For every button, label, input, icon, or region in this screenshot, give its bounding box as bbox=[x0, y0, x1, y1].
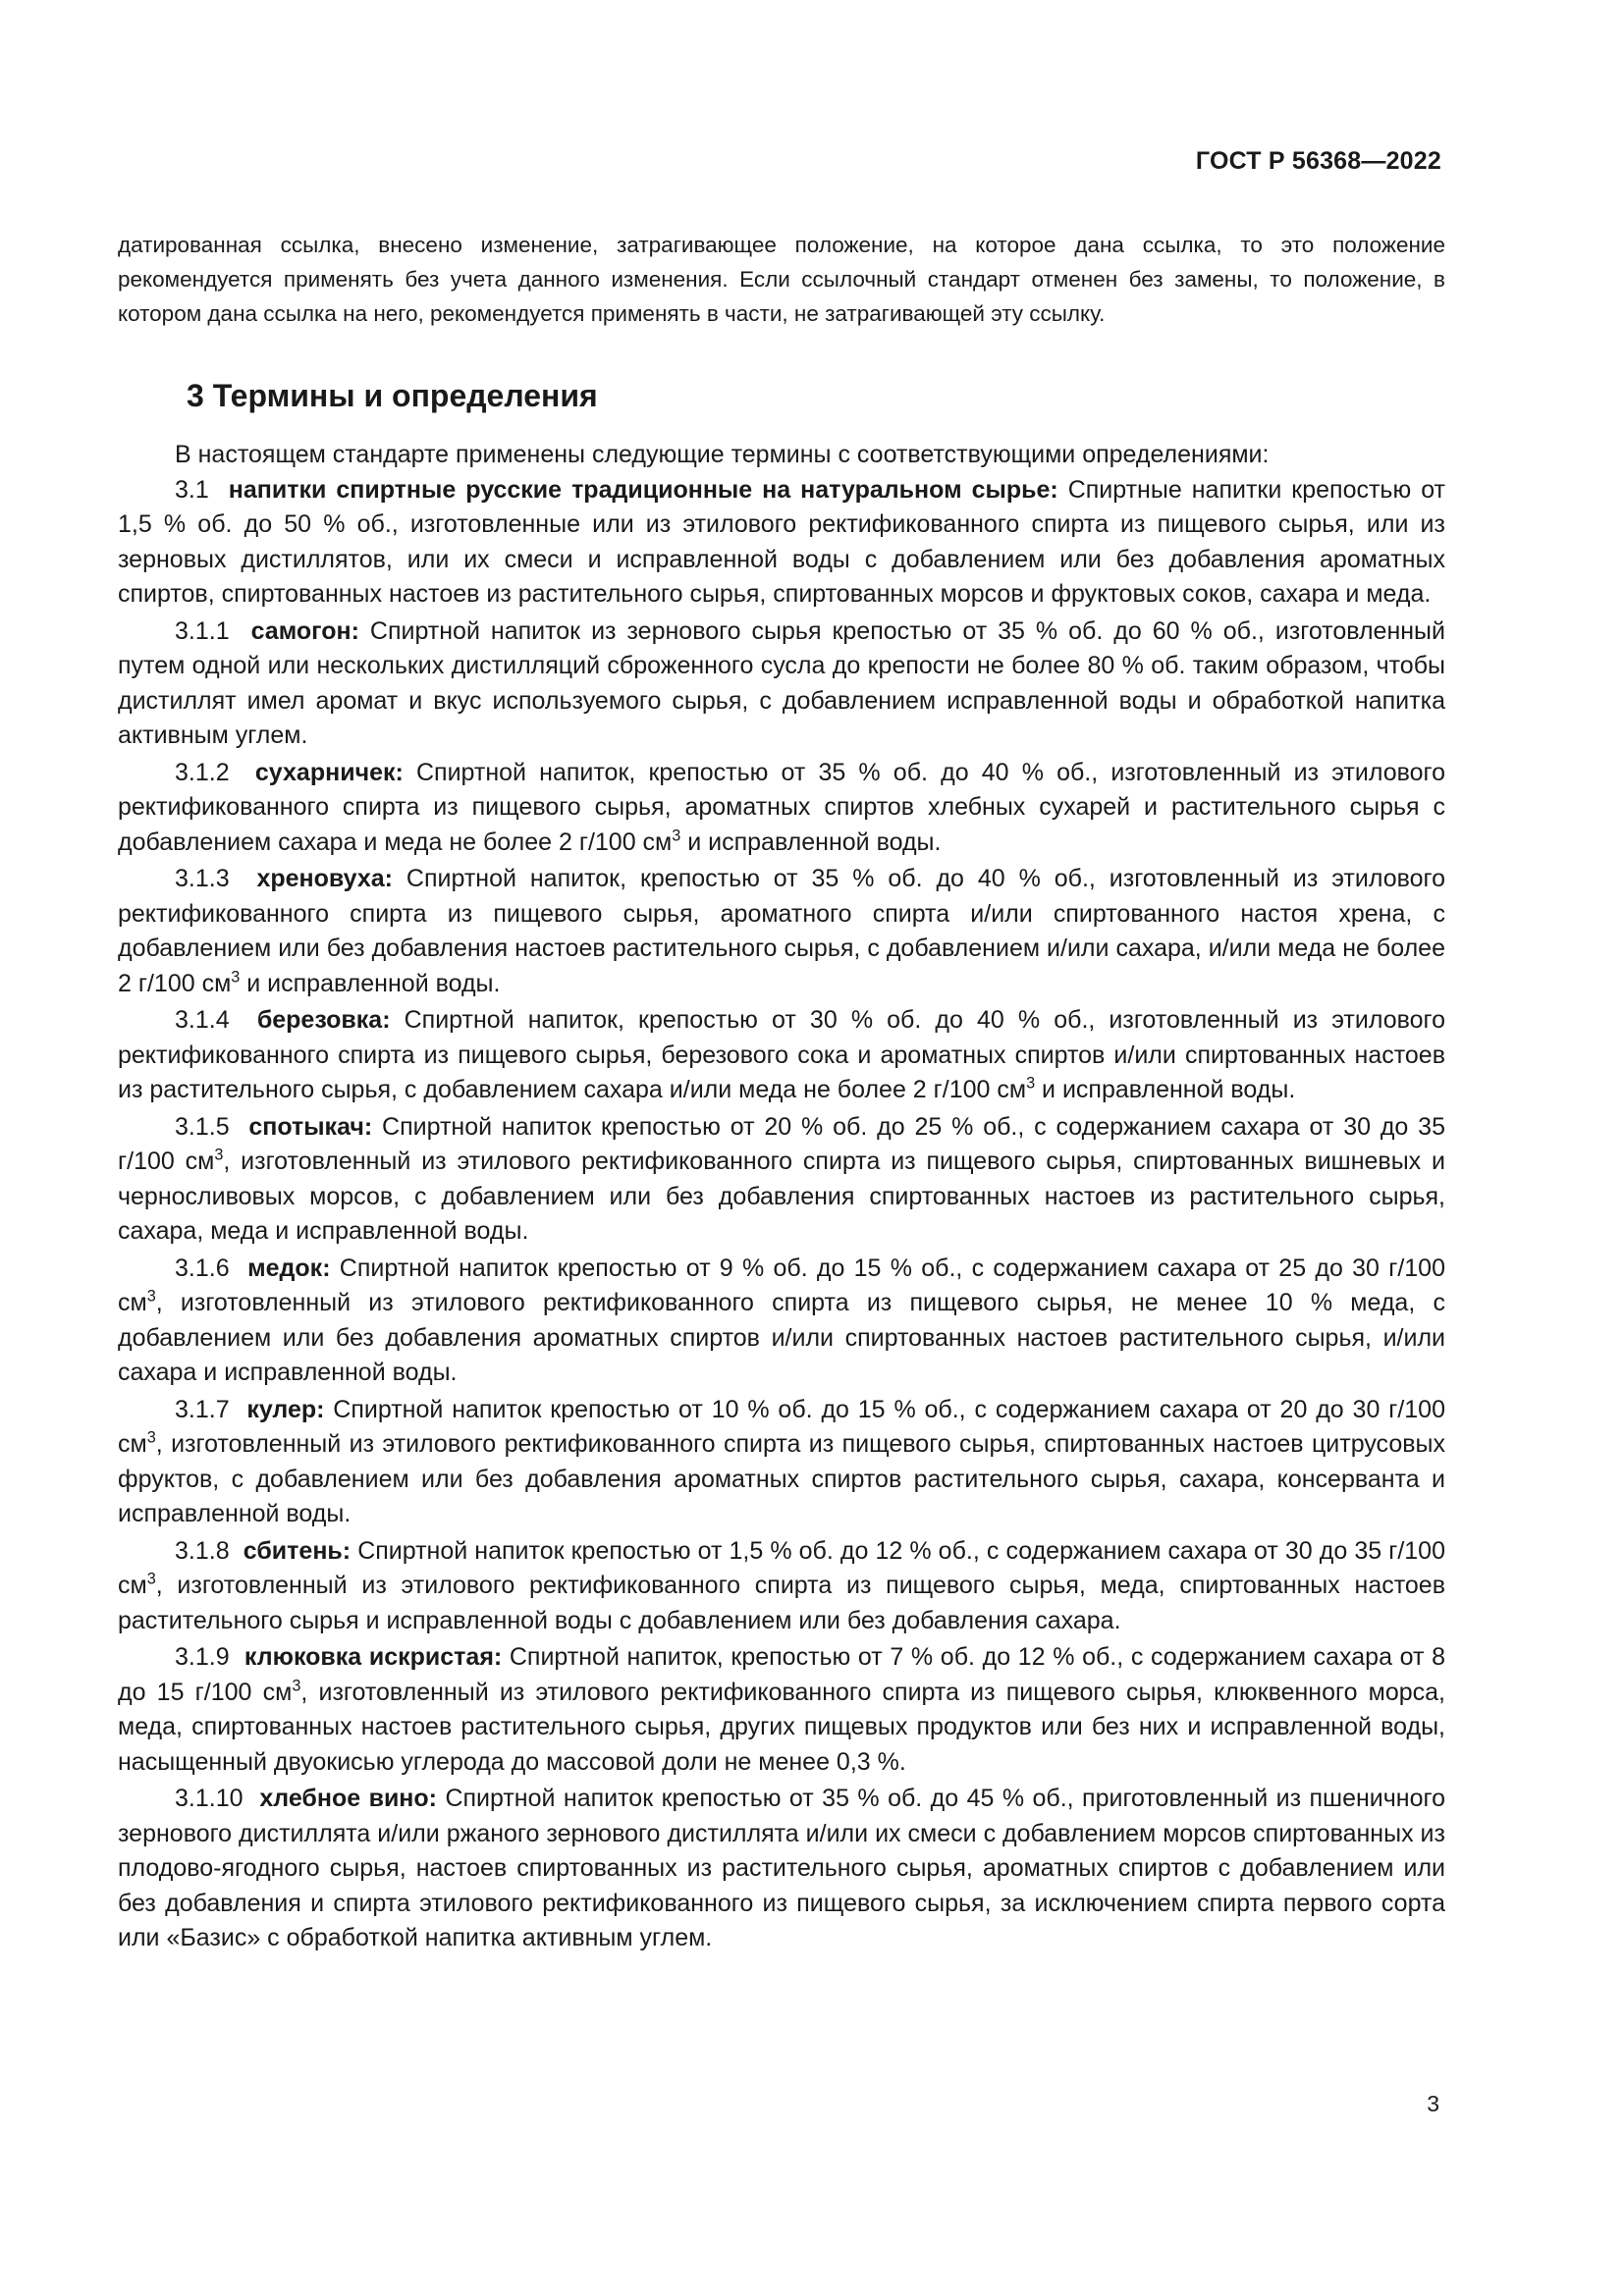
term-name: хлебное вино: bbox=[259, 1785, 438, 1812]
term-definition: Спиртной напиток крепостью от 20 % об. до 25 % об., с содержанием сахара от 30 до 35 г/100 см bbox=[118, 1112, 1445, 1175]
term-entry bbox=[118, 756, 1445, 861]
term-number: 3.1.6 bbox=[175, 1254, 230, 1282]
term-definition-tail: , изготовленный из этилового ректификованного спирта из пищевого сырья, спиртованных настоев цитрусовых фруктов, с добавлением или без добавления ароматных спиртов растительного сырья, сахара, консерванта и исправленной воды. bbox=[118, 1430, 1445, 1527]
term-entry bbox=[118, 473, 1445, 613]
term-definition: Спиртной напиток крепостью от 1,5 % об. до 12 % об., с содержанием сахара от 30 до 35 г/100 см bbox=[118, 1536, 1445, 1599]
term-definition-tail: , изготовленный из этилового ректификованного спирта из пищевого сырья, меда, спиртованных настоев растительного сырья и исправленной воды с добавлением или без добавления сахара. bbox=[118, 1572, 1445, 1634]
term-definition: Спиртной напиток крепостью от 10 % об. до 15 % об., с содержанием сахара от 20 до 30 г/100 см bbox=[118, 1395, 1445, 1458]
term-name: спотыкач: bbox=[248, 1112, 373, 1141]
term-number: 3.1.8 bbox=[175, 1536, 230, 1565]
superscript: 3 bbox=[146, 1428, 156, 1447]
term-definition-tail: , изготовленный из этилового ректификованного спирта из пищевого сырья, клюквенного морса, меда, спиртованных настоев растительного сырья, других пищевых продуктов или без них и исправленной воды, насыщенный двуокисью углерода до массовой доли не менее 0,3 %. bbox=[118, 1678, 1445, 1776]
term-number: 3.1.4 bbox=[175, 1006, 230, 1034]
superscript: 3 bbox=[146, 1287, 156, 1306]
term-number: 3.1.7 bbox=[175, 1395, 230, 1423]
term-entry bbox=[118, 1640, 1445, 1780]
term-entry bbox=[118, 1003, 1445, 1108]
term-definition-tail: и исправленной воды. bbox=[240, 969, 501, 997]
term-name: напитки спиртные русские традиционные на натуральном сырье: bbox=[228, 475, 1058, 504]
term-definition-tail: и исправленной воды. bbox=[680, 828, 942, 856]
term-definition-tail: , изготовленный из этилового ректификованного спирта из пищевого сырья, не менее 10 % меда, с добавлением или без добавления ароматных спиртов и/или спиртованных настоев растительного сырья, и/или сахара и исправленной воды. bbox=[118, 1289, 1445, 1386]
term-entry bbox=[118, 1393, 1445, 1532]
superscript: 3 bbox=[1026, 1074, 1036, 1093]
term-number: 3.1.3 bbox=[175, 865, 230, 892]
superscript: 3 bbox=[146, 1570, 156, 1588]
term-name: кулер: bbox=[246, 1395, 325, 1423]
term-name: хреновуха: bbox=[256, 865, 393, 892]
term-name: березовка: bbox=[256, 1006, 391, 1034]
term-entry bbox=[118, 862, 1445, 1001]
intro-paragraph: датированная ссылка, внесено изменение, затрагивающее положение, на которое дана ссылка, то это положение рекомендуется применять без учета данного изменения. Если ссылочный стандарт отменен без замены, то положение, в котором дана ссылка на него, рекомендуется применять в части, не затрагивающей эту ссылку. bbox=[118, 233, 1445, 326]
term-definition: Спиртные напитки крепостью от 1,5 % об. до 50 % об., изготовленные или из этилового ректификованного спирта из пищевого сырья, или из зерновых дистиллятов, или их смеси и исправленной воды с добавлением или без добавления ароматных спиртов, спиртованных настоев из растительного сырья, спиртованных морсов и фруктовых соков, сахара и меда. bbox=[118, 475, 1445, 608]
page-number: 3 bbox=[1427, 2091, 1439, 2116]
term-definition-tail: , изготовленный из этилового ректификованного спирта из пищевого сырья, спиртованных вишневых и черносливовых морсов, с добавлением или без добавления спиртованных настоев из растительного сырья, сахара, меда и исправленной воды. bbox=[118, 1148, 1445, 1245]
term-name: медок: bbox=[247, 1254, 331, 1282]
term-number: 3.1.10 bbox=[175, 1785, 244, 1812]
superscript: 3 bbox=[214, 1146, 224, 1164]
superscript: 3 bbox=[672, 827, 681, 845]
term-name: клюковка искристая: bbox=[244, 1643, 503, 1671]
term-entry bbox=[118, 1252, 1445, 1391]
term-name: сухарничек: bbox=[254, 758, 404, 786]
term-number: 3.1 bbox=[175, 475, 209, 504]
term-number: 3.1.2 bbox=[175, 758, 230, 786]
document-code: ГОСТ Р 56368—2022 bbox=[1195, 147, 1441, 175]
term-number: 3.1.9 bbox=[175, 1643, 230, 1671]
term-entry bbox=[118, 1782, 1445, 1956]
superscript: 3 bbox=[231, 968, 241, 987]
term-entry bbox=[118, 614, 1445, 754]
section-heading: 3 Термины и определения bbox=[187, 378, 598, 413]
term-entry bbox=[118, 1534, 1445, 1639]
section-body bbox=[118, 438, 1445, 1958]
superscript: 3 bbox=[292, 1677, 301, 1695]
term-definition: Спиртной напиток, крепостью от 35 % об. до 40 % об., изготовленный из этилового ректификованного спирта из пищевого сырья, ароматного спирта и/или спиртованного настоя хрена, с добавлением или без добавления настоев растительного сырья, с добавлением и/или сахара, и/или меда не более 2 г/100 см bbox=[118, 865, 1445, 997]
term-definition: Спиртной напиток, крепостью от 35 % об. до 40 % об., изготовленный из этилового ректификованного спирта из пищевого сырья, ароматных спиртов хлебных сухарей и растительного сырья с добавлением сахара и меда не более 2 г/100 см bbox=[118, 758, 1445, 856]
term-definition: Спиртной напиток, крепостью от 30 % об. до 40 % об., изготовленный из этилового ректификованного спирта из пищевого сырья, березового сока и ароматных спиртов и/или спиртованных настоев из растительного сырья, с добавлением сахара и/или меда не более 2 г/100 см bbox=[118, 1006, 1445, 1103]
term-name: сбитень: bbox=[243, 1536, 352, 1565]
term-definition: Спиртной напиток крепостью от 9 % об. до 15 % об., с содержанием сахара от 25 до 30 г/100 см bbox=[118, 1254, 1445, 1316]
term-definition: Спиртной напиток из зернового сырья крепостью от 35 % об. до 60 % об., изготовленный путем одной или нескольких дистилляций сброженного сусла до крепости не более 80 % об. таким образом, чтобы дистиллят имел аромат и вкус используемого сырья, с добавлением исправленной воды и обработкой напитка активным углем. bbox=[118, 616, 1445, 749]
terms-list bbox=[118, 473, 1445, 1956]
term-definition: Спиртной напиток, крепостью от 7 % об. до 12 % об., с содержанием сахара от 8 до 15 г/100 см bbox=[118, 1643, 1445, 1706]
section-lead: В настоящем стандарте применены следующие термины с соответствующими определениями: bbox=[175, 441, 1270, 468]
term-number: 3.1.5 bbox=[175, 1112, 230, 1141]
term-definition-tail: и исправленной воды. bbox=[1035, 1076, 1296, 1103]
term-number: 3.1.1 bbox=[175, 616, 230, 645]
term-definition: Спиртной напиток крепостью от 35 % об. до 45 % об., приготовленный из пшеничного зернового дистиллята и/или ржаного зернового дистиллята и/или их смеси с добавлением морсов спиртованных из плодово-ягодного сырья, настоев спиртованных из растительного сырья, ароматных спиртов с добавлением или без добавления и спирта этилового ректификованного из пищевого сырья, за исключением спирта первого сорта или «Базис» с обработкой напитка активным углем. bbox=[118, 1785, 1445, 1951]
term-entry bbox=[118, 1110, 1445, 1250]
term-name: самогон: bbox=[250, 616, 359, 645]
